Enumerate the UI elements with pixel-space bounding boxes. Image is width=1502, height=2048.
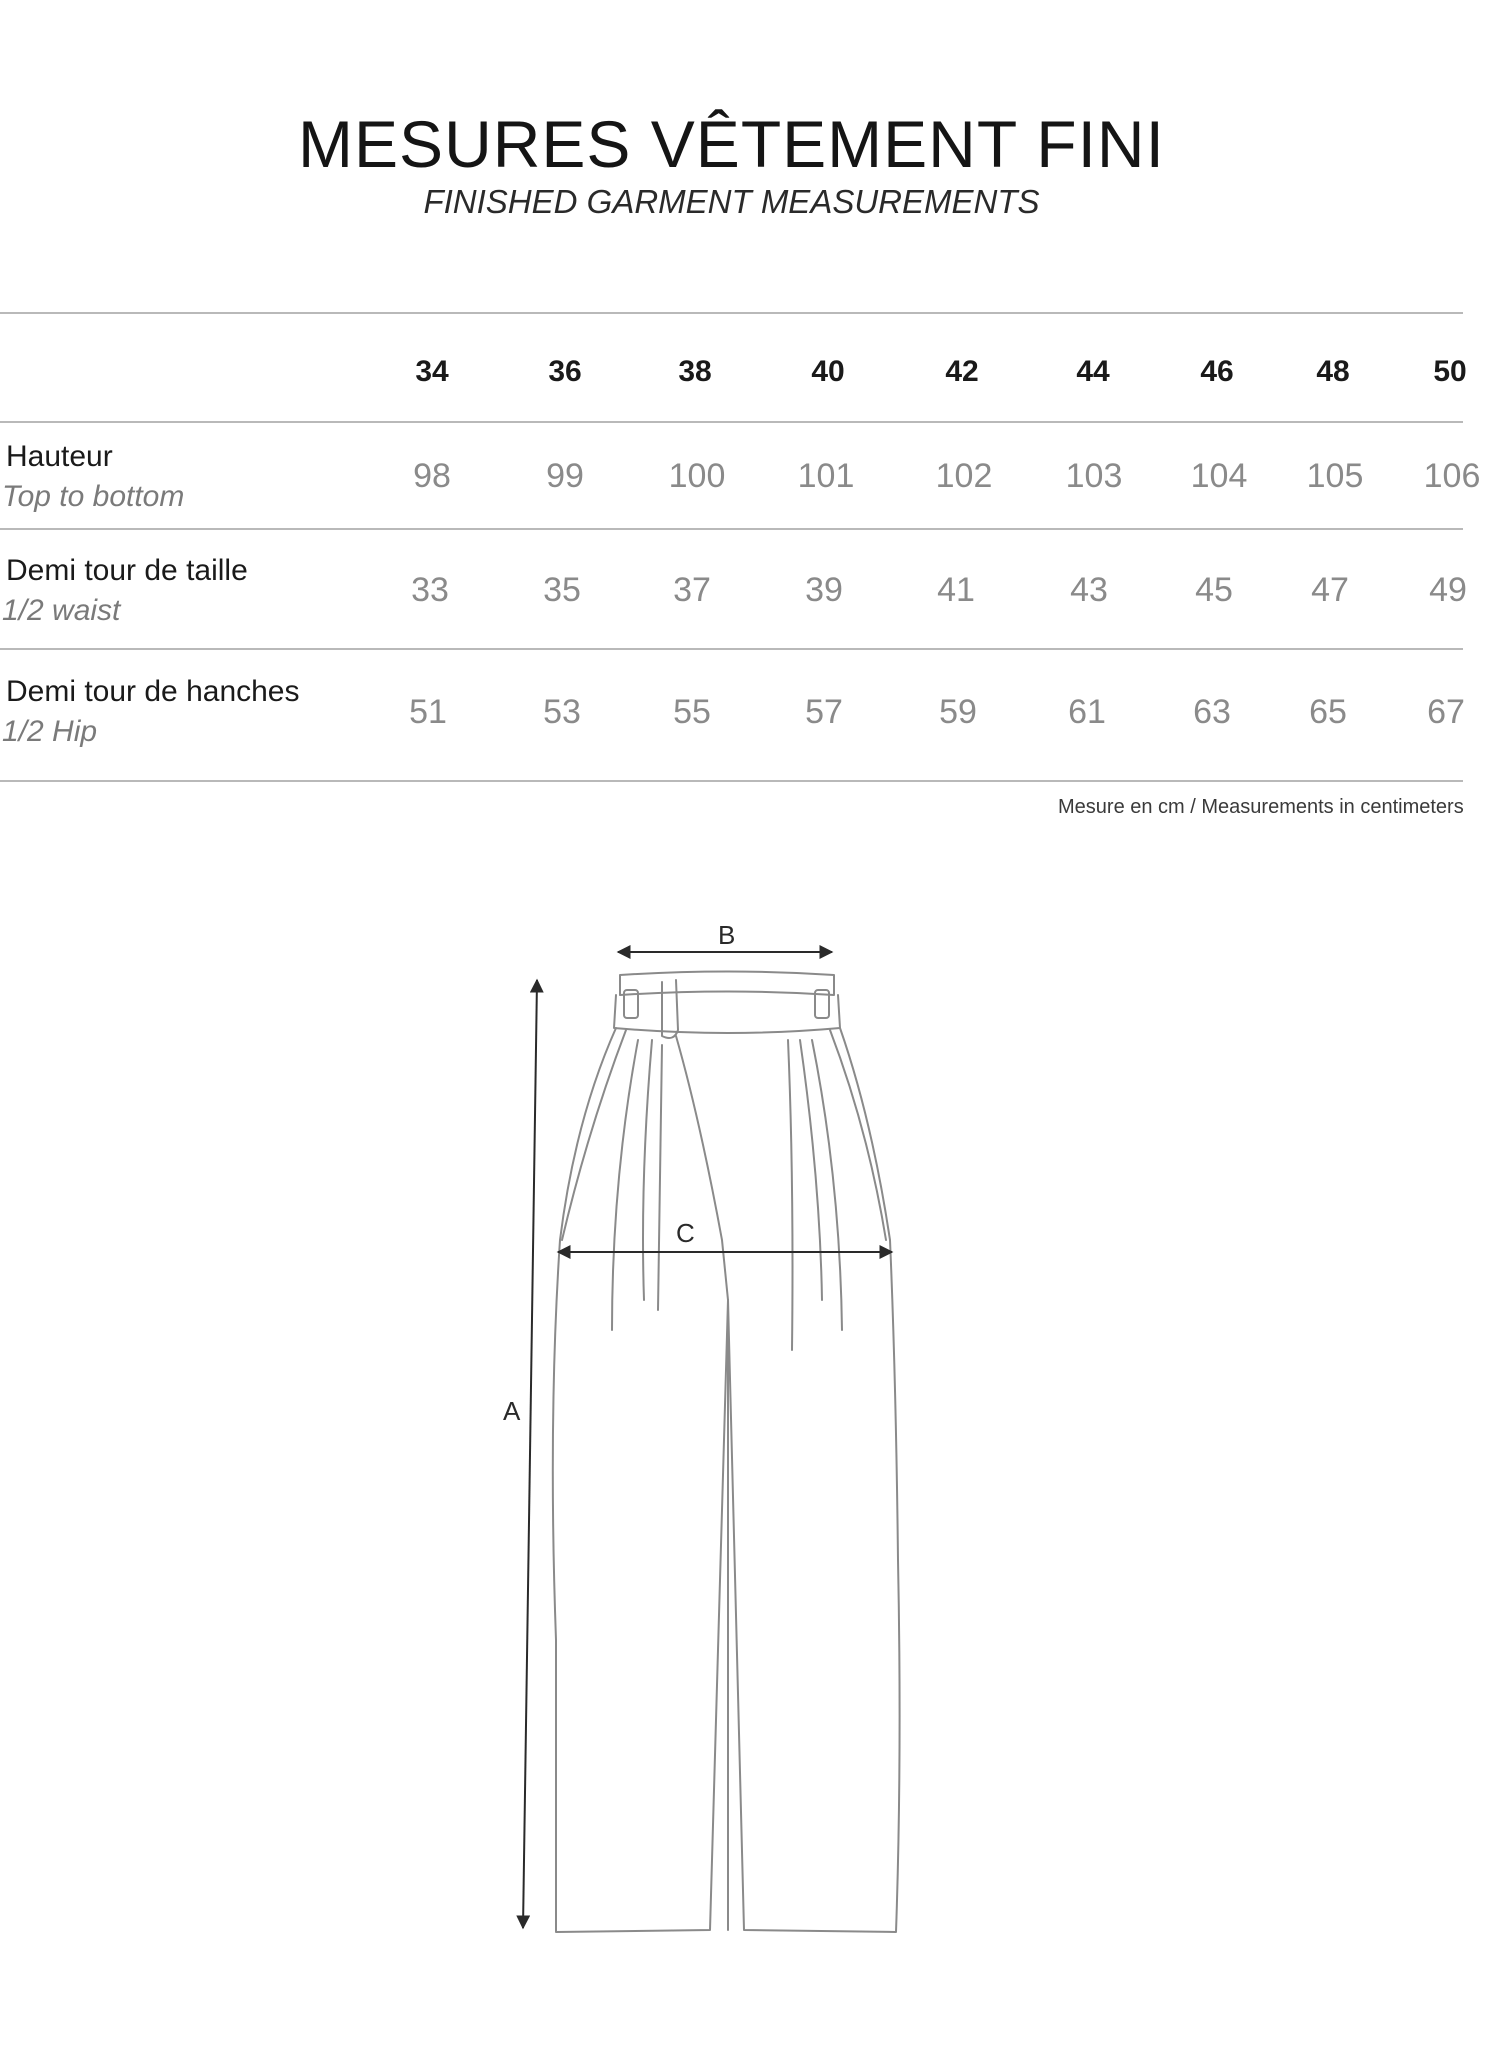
dimension-a-label: A: [503, 1396, 521, 1426]
table-cell: 105: [1306, 457, 1364, 495]
table-cell: 43: [1070, 571, 1108, 609]
table-cell: 99: [546, 457, 584, 495]
table-cell: 104: [1190, 457, 1248, 495]
dimension-b-label: B: [718, 920, 736, 950]
fly-line: [676, 1036, 728, 1300]
size-header: 38: [678, 355, 712, 388]
size-header: 40: [811, 355, 845, 388]
table-cell: 103: [1065, 457, 1123, 495]
size-header: 36: [548, 355, 582, 388]
size-header: 46: [1200, 355, 1234, 388]
table-cell: 102: [935, 457, 993, 495]
pleat-line: [612, 1040, 638, 1330]
table-cell: 35: [543, 571, 581, 609]
pleat-line: [643, 1040, 652, 1300]
row-sublabel: 1/2 waist: [2, 594, 121, 627]
table-cell: 39: [805, 571, 843, 609]
page-subtitle: FINISHED GARMENT MEASUREMENTS: [423, 183, 1040, 220]
table-cell: 61: [1068, 693, 1106, 731]
table-cell: 41: [937, 571, 975, 609]
table-cell: 53: [543, 693, 581, 731]
row-label: Demi tour de taille: [6, 554, 248, 587]
size-header: 44: [1076, 355, 1110, 388]
page-title: MESURES VÊTEMENT FINI: [298, 107, 1165, 181]
table-cell: 67: [1427, 693, 1465, 731]
table-cell: 65: [1309, 693, 1347, 731]
table-cell: 51: [409, 693, 447, 731]
table-cell: 106: [1423, 457, 1481, 495]
size-header: 48: [1316, 355, 1350, 388]
table-cell: 49: [1429, 571, 1467, 609]
table-cell: 45: [1195, 571, 1233, 609]
table-cell: 100: [668, 457, 726, 495]
table-cell: 59: [939, 693, 977, 731]
row-sublabel: Top to bottom: [2, 480, 185, 513]
table-cell: 37: [673, 571, 711, 609]
table-cell: 57: [805, 693, 843, 731]
table-cell: 33: [411, 571, 449, 609]
pocket-line: [830, 1030, 886, 1240]
row-label: Demi tour de hanches: [6, 675, 300, 708]
size-header: 34: [415, 355, 449, 388]
fly-tab: [662, 980, 678, 1038]
dimension-a-arrow: [523, 980, 537, 1928]
row-sublabel: 1/2 Hip: [2, 715, 98, 748]
pleat-line: [658, 1045, 662, 1310]
waistband: [620, 972, 834, 996]
table-cell: 63: [1193, 693, 1231, 731]
waistband-lower: [614, 995, 840, 1033]
pleat-line: [788, 1040, 793, 1350]
trousers-outline: [553, 1028, 900, 1932]
units-note: Mesure en cm / Measurements in centimeters: [1058, 796, 1464, 818]
table-cell: 101: [797, 457, 855, 495]
table-cell: 47: [1311, 571, 1349, 609]
table-cell: 55: [673, 693, 711, 731]
table-cell: 98: [413, 457, 451, 495]
size-header: 42: [945, 355, 979, 388]
dimension-c-label: C: [676, 1218, 695, 1248]
size-header: 50: [1433, 355, 1467, 388]
row-label: Hauteur: [6, 440, 113, 473]
